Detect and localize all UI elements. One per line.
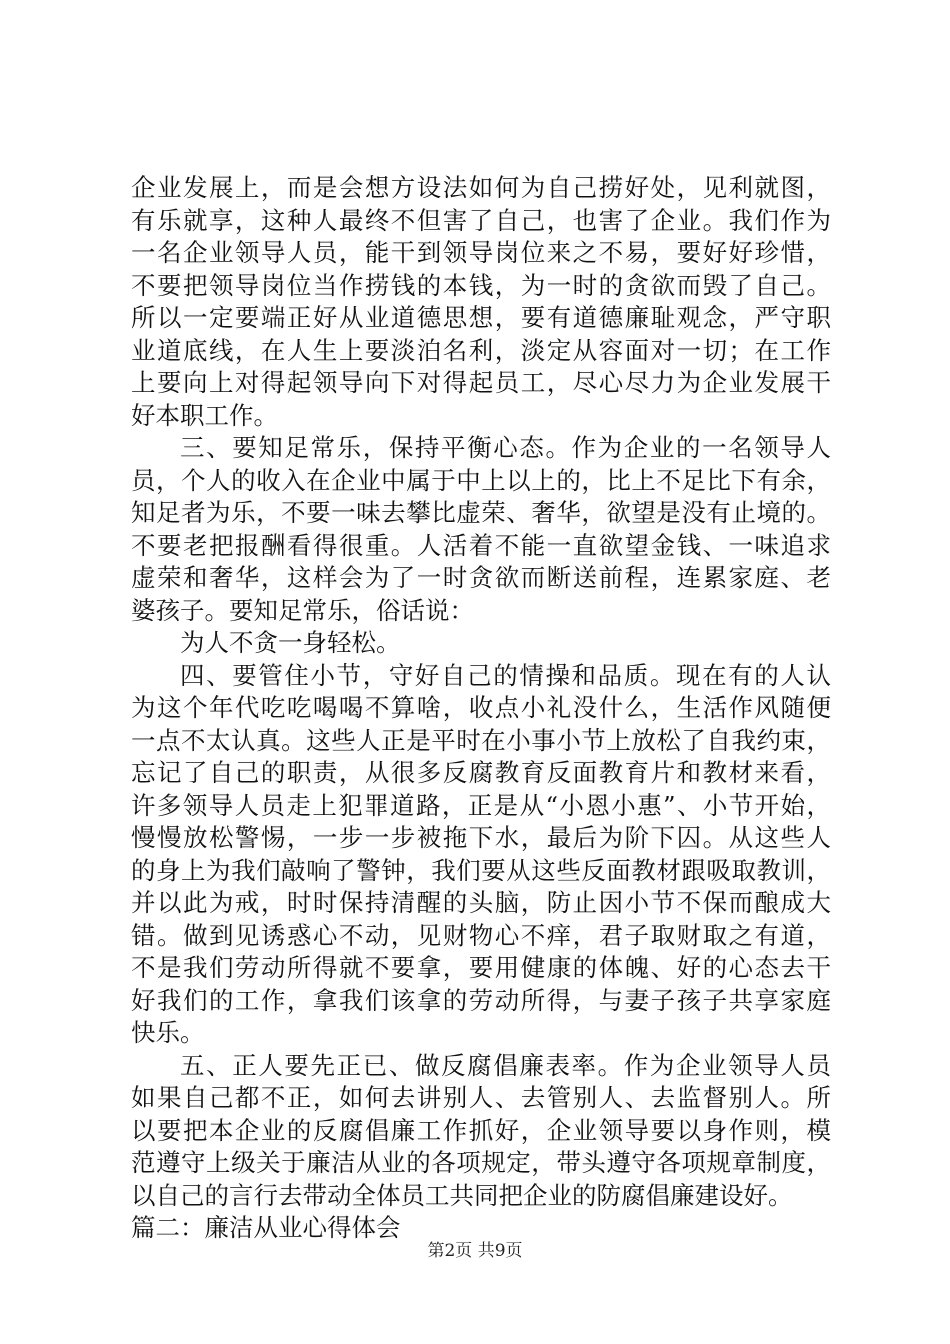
page-footer: 第2页 共9页 <box>427 1241 523 1261</box>
text-line: 虚荣和奢华，这样会为了一时贪欲而断送前程，连累家庭、老 <box>131 563 831 592</box>
text-line: 四、要管住小节，守好自己的情操和品质。现在有的人认 <box>180 660 831 690</box>
text-line: 错。做到见诱惑心不动，见财物心不痒，君子取财取之有道， <box>131 920 831 950</box>
text-line: 不要把领导岗位当作捞钱的本钱，为一时的贪欲而毁了自己。 <box>131 270 831 300</box>
text-line: 为这个年代吃吃喝喝不算啥，收点小礼没什么，生活作风随便 <box>131 693 831 722</box>
text-line: 的身上为我们敲响了警钟，我们要从这些反面教材跟吸取教训， <box>131 855 831 885</box>
text-line: 不要老把报酬看得很重。人活着不能一直欲望金钱、一味追求 <box>131 530 831 560</box>
text-line: 许多领导人员走上犯罪道路，正是从“小恩小惠”、小节开始， <box>131 790 831 820</box>
text-line: 如果自己都不正，如何去讲别人、去管别人、去监督别人。所 <box>131 1083 831 1112</box>
text-line: 慢慢放松警惕，一步一步被拖下水，最后为阶下囚。从这些人 <box>131 823 831 852</box>
text-line: 五、正人要先正已、做反腐倡廉表率。作为企业领导人员 <box>180 1050 831 1080</box>
text-line: 业道底线，在人生上要淡泊名利，淡定从容面对一切；在工作 <box>131 335 831 365</box>
text-line: 企业发展上，而是会想方设法如何为自己捞好处，见利就图， <box>131 173 831 202</box>
text-line: 好我们的工作，拿我们该拿的劳动所得，与妻子孩子共享家庭 <box>131 985 831 1015</box>
text-line: 篇二：廉洁从业心得体会 <box>131 1213 401 1242</box>
text-line: 为人不贪一身轻松。 <box>180 628 401 657</box>
text-line: 范遵守上级关于廉洁从业的各项规定，带头遵守各项规章制度， <box>131 1148 831 1177</box>
text-line: 忘记了自己的职责，从很多反腐教育反面教育片和教材来看， <box>131 758 831 787</box>
text-line: 不是我们劳动所得就不要拿，要用健康的体魄、好的心态去干 <box>131 953 831 982</box>
text-line: 一点不太认真。这些人正是平时在小事小节上放松了自我约束， <box>131 725 831 755</box>
text-line: 知足者为乐，不要一味去攀比虚荣、奢华，欲望是没有止境的。 <box>131 498 831 527</box>
document-body <box>131 172 831 1245</box>
text-line: 并以此为戒，时时保持清醒的头脑，防止因小节不保而酿成大 <box>131 888 831 917</box>
text-line: 上要向上对得起领导向下对得起员工，尽心尽力为企业发展干 <box>131 368 831 397</box>
text-line: 以要把本企业的反腐倡廉工作抓好，企业领导要以身作则，模 <box>131 1115 831 1145</box>
text-line: 有乐就享，这种人最终不但害了自己，也害了企业。我们作为 <box>131 205 831 235</box>
text-line: 三、要知足常乐，保持平衡心态。作为企业的一名领导人 <box>180 433 831 462</box>
text-line: 以自己的言行去带动全体员工共同把企业的防腐倡廉建设好。 <box>131 1180 793 1210</box>
text-line: 一名企业领导人员，能干到领导岗位来之不易，要好好珍惜， <box>131 238 831 267</box>
text-line: 好本职工作。 <box>131 400 278 430</box>
text-line: 所以一定要端正好从业道德思想，要有道德廉耻观念，严守职 <box>131 303 831 332</box>
text-line: 快乐。 <box>131 1018 205 1047</box>
text-line: 婆孩子。要知足常乐，俗话说： <box>131 595 474 625</box>
text-line: 员，个人的收入在企业中属于中上以上的，比上不足比下有余， <box>131 465 831 495</box>
